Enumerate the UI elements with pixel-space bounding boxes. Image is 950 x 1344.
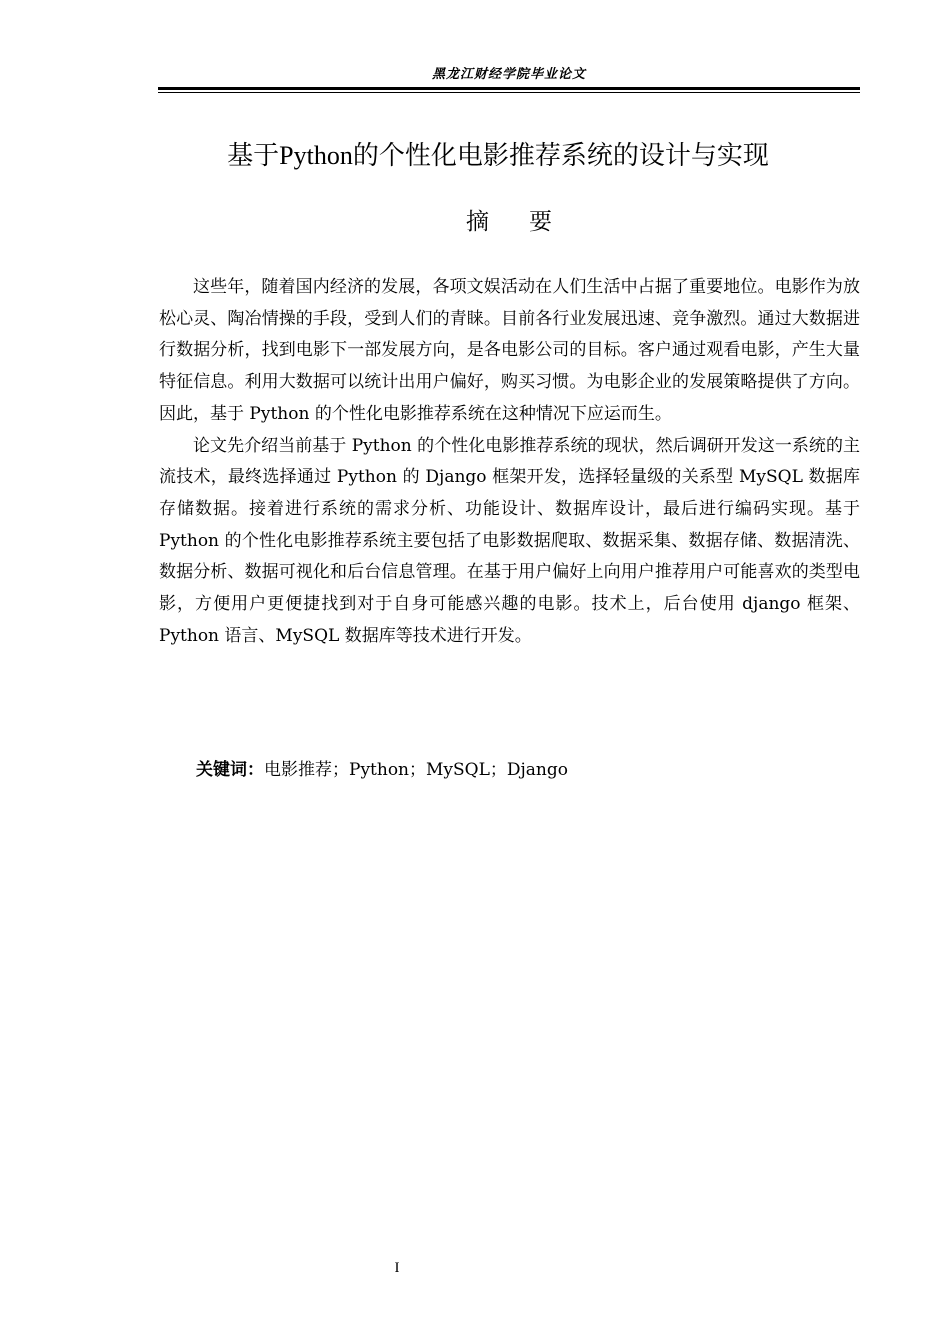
running-header: 黑龙江财经学院毕业论文 — [431, 67, 586, 82]
abstract-paragraph-1: 这些年，随着国内经济的发展，各项文娱活动在人们生活中占据了重要地位。电影作为放松心灵、陶冶情操的手段，受到人们的青睐。目前各行业发展迅速、竞争激烈。通过大数据进行数据分析，找到电影下一部发展方向，是各电影公司的目标。客户通过观看电影，产生大量特征信息。利用大数据可以统计出用户偏好，购买习惯。为电影企业的发展策略提供了方向。因此，基于 Python 的个性化电影推荐系统在这种情况下应运而生。 — [159, 277, 860, 424]
page-number: I — [394, 1260, 400, 1276]
keywords-label: 关键词： — [196, 760, 264, 780]
header-rule-thin — [158, 92, 860, 93]
header-rule-thick — [158, 87, 860, 90]
keywords-value: 电影推荐；Python；MySQL；Django — [264, 760, 568, 780]
title-part-2: Python — [279, 141, 353, 170]
abstract-body — [159, 272, 860, 652]
title-part-3: 的个性化电影推荐系统的设计与实现 — [352, 141, 769, 171]
keywords — [196, 755, 856, 785]
paper-title — [158, 136, 838, 176]
abstract-heading: 摘要 — [466, 209, 592, 235]
title-part-1: 基于 — [227, 141, 280, 171]
abstract-paragraph-2: 论文先介绍当前基于 Python 的个性化电影推荐系统的现状，然后调研开发这一系统的主流技术，最终选择通过 Python 的 Django 框架开发，选择轻量级的关系型 MySQL 数据库存储数据。接着进行系统的需求分析、功能设计、数据库设计，最后进行编码实现。基于 Python 的个性化电影推荐系统主要包括了电影数据爬取、数据采集、数据存储、数据清洗、数据分析、数据可视化和后台信息管理。在基于用户偏好上向用户推荐用户可能喜欢的类型电影，方便用户更便捷找到对于自身可能感兴趣的电影。技术上，后台使用 django 框架、Python 语言、MySQL 数据库等技术进行开发。 — [159, 435, 860, 646]
